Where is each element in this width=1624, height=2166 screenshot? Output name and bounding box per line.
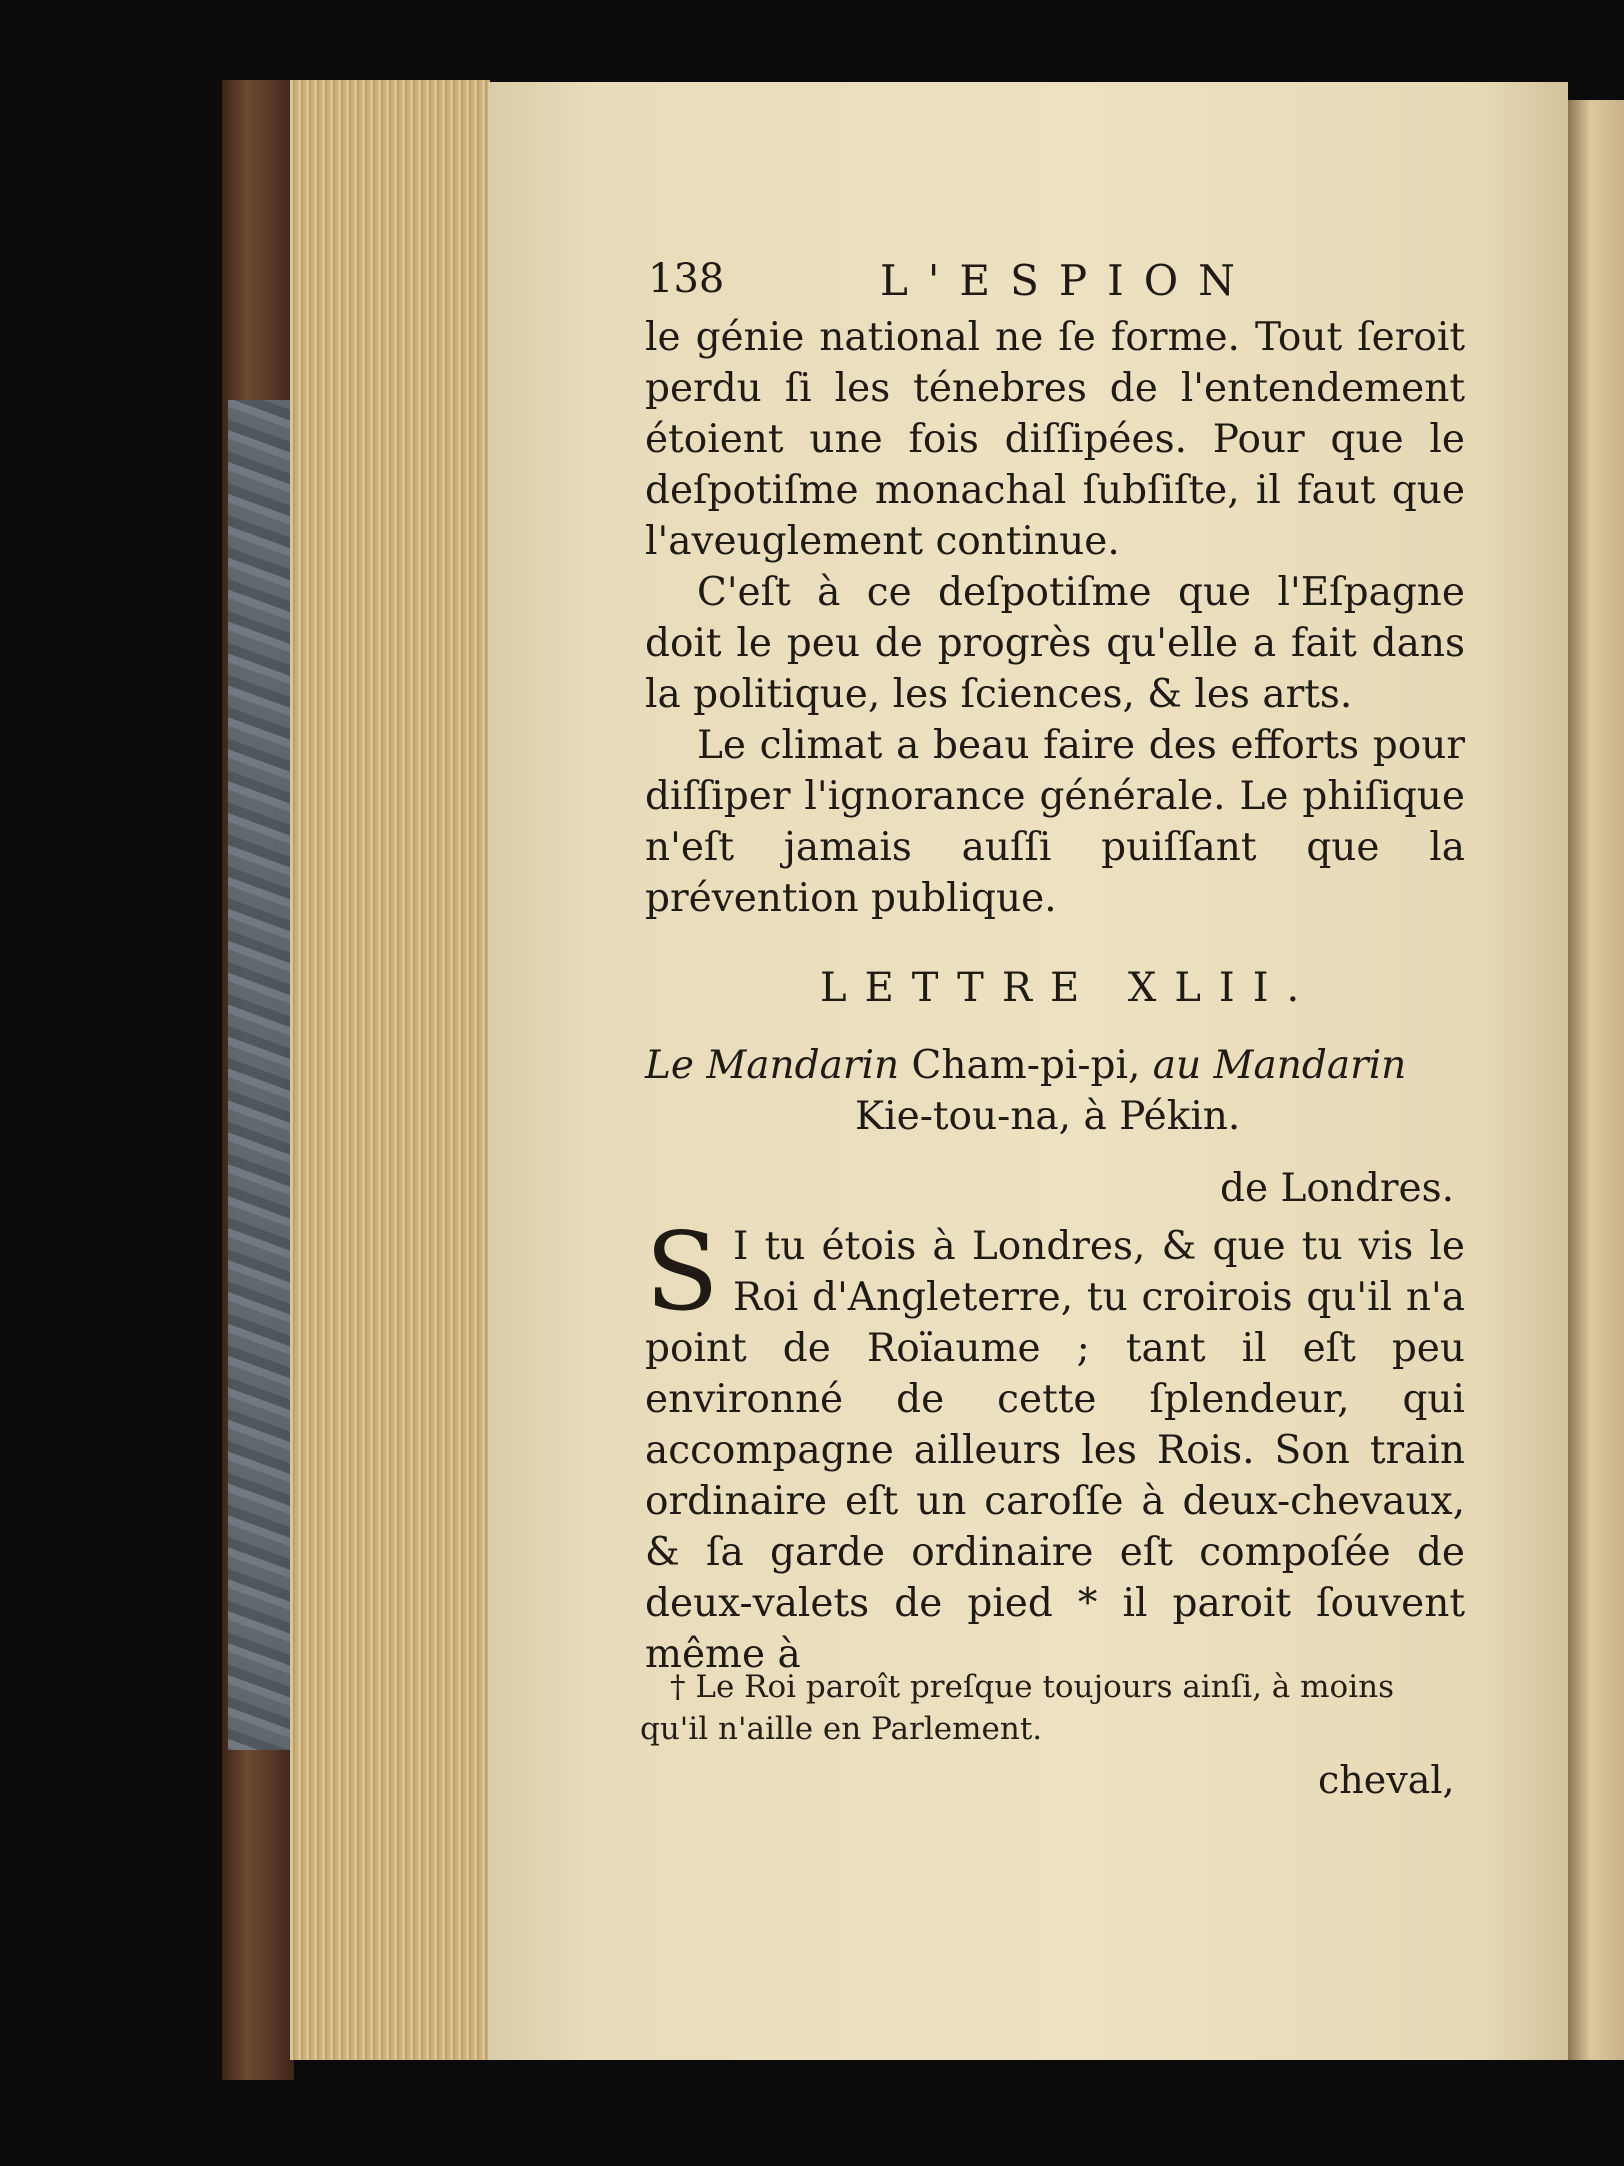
paragraph: Le climat a beau faire des efforts pour diſſiper l'ignorance générale. Le phiſique n'eſt jamais auſſi puiſſant que la prévention publique. [645, 723, 1465, 921]
address-recipient: Kie-tou-na, à Pékin. [855, 1094, 1241, 1139]
page-header [648, 256, 1308, 312]
page-number: 138 [648, 256, 725, 302]
drop-cap: S [645, 1210, 719, 1335]
letter-heading: LETTRE XLII. [820, 965, 1318, 1011]
letter-place: de Londres. [1220, 1166, 1455, 1211]
letter-address [645, 1040, 1465, 1142]
address-prefix: Le Mandarin [645, 1043, 900, 1088]
page-edges [290, 80, 490, 2060]
body-text [645, 312, 1465, 924]
address-connector: au Mandarin [1152, 1043, 1407, 1088]
letter-text: I tu étois à Londres, & que tu vis le Roi d'Angleterre, tu croirois qu'il n'a point de Roïaume ; tant il eſt peu environné de cette ſplendeur, qui accompagne ailleurs les Rois. Son train ordinaire eſt un caroſſe à deux-chevaux, & ſa garde ordinaire eſt compoſée de deux-valets de pied * il paroit ſouvent même à [645, 1224, 1465, 1677]
catchword: cheval, [1318, 1758, 1455, 1802]
facing-page-edge [1568, 100, 1624, 2060]
running-title: L'ESPION [880, 256, 1255, 305]
letter-body [645, 1210, 1465, 1680]
paragraph: C'eſt à ce deſpotiſme que l'Eſpagne doit le peu de progrès qu'elle a fait dans la politique, les ſciences, & les arts. [645, 570, 1465, 717]
paragraph: le génie national ne ſe forme. Tout ſeroit perdu ſi les ténebres de l'entendement étoient une fois diſſipées. Pour que le deſpotiſme monachal ſubſiſte, il faut que l'aveuglement continue. [645, 315, 1465, 564]
footnote: † Le Roi paroît preſque toujours ainſi, à moins qu'il n'aille en Parlement. [640, 1669, 1394, 1747]
address-sender: Cham-pi-pi, [911, 1043, 1141, 1088]
marbled-cover [228, 400, 298, 1750]
